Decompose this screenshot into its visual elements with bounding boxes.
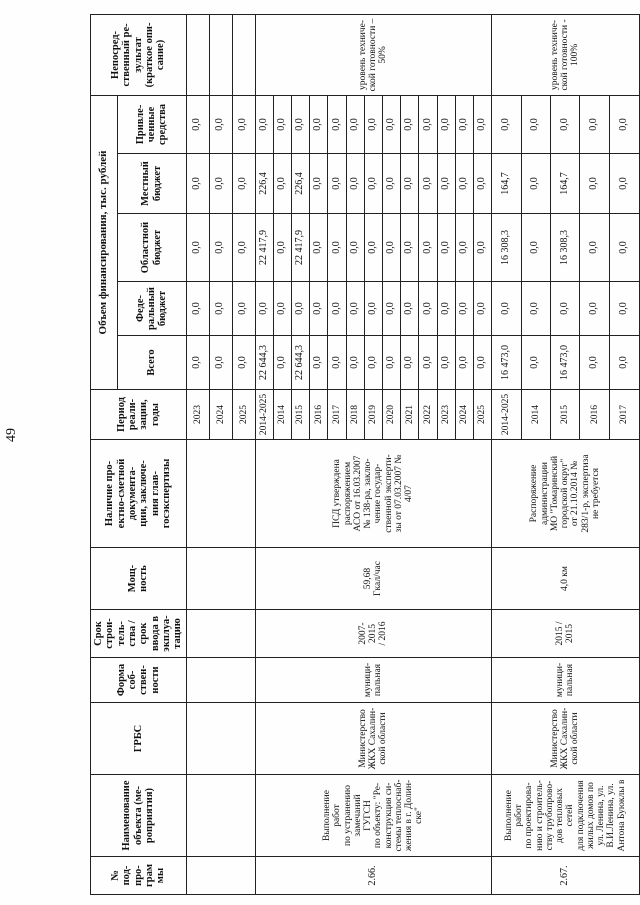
attracted-cell: 0,0: [492, 95, 521, 153]
header-total: Всего: [118, 336, 187, 390]
local-cell: 0,0: [382, 154, 400, 214]
regional-cell: 22 417,9: [255, 214, 273, 282]
total-cell: 0,0: [346, 336, 364, 390]
local-cell: 0,0: [310, 154, 328, 214]
empty-grbs-cell: [186, 703, 255, 775]
federal-cell: 0,0: [551, 282, 580, 336]
regional-cell: 0,0: [580, 214, 609, 282]
period-cell: 2014: [521, 390, 550, 440]
regional-cell: 16 308,3: [551, 214, 580, 282]
page-number: 49: [4, 428, 19, 442]
header-federal: Феде- ральный бюджет: [118, 282, 187, 336]
local-cell: 164,7: [551, 154, 580, 214]
federal-cell: 0,0: [186, 282, 209, 336]
attracted-cell: 0,0: [328, 95, 346, 153]
project-result: уровень техниче- ской готовности – 50%: [255, 14, 491, 95]
period-cell: 2021: [401, 390, 419, 440]
local-cell: 0,0: [401, 154, 419, 214]
table-row: [492, 14, 521, 894]
regional-cell: 0,0: [346, 214, 364, 282]
federal-cell: 0,0: [273, 282, 291, 336]
local-cell: 0,0: [609, 154, 639, 214]
attracted-cell: 0,0: [310, 95, 328, 153]
result-cell: [232, 14, 255, 95]
local-cell: 0,0: [473, 154, 491, 214]
local-cell: 164,7: [492, 154, 521, 214]
federal-cell: 0,0: [292, 282, 310, 336]
regional-cell: 0,0: [401, 214, 419, 282]
project-name: Выполнение работ по устранению замечаний ГУГСН по объекту: "Ре- конструкция си- стемы теплоснаб- жения в г. Долин- ске": [255, 775, 491, 857]
regional-cell: 0,0: [609, 214, 639, 282]
attracted-cell: 0,0: [473, 95, 491, 153]
project-grbs: Министерство ЖКХ Сахалин- ской области: [255, 703, 491, 775]
local-cell: 0,0: [455, 154, 473, 214]
federal-cell: 0,0: [419, 282, 437, 336]
attracted-cell: 0,0: [255, 95, 273, 153]
empty-documents-cell: [186, 440, 255, 548]
total-cell: 0,0: [310, 336, 328, 390]
attracted-cell: 0,0: [419, 95, 437, 153]
total-cell: 0,0: [364, 336, 382, 390]
period-cell: 2020: [382, 390, 400, 440]
federal-cell: 0,0: [609, 282, 639, 336]
federal-cell: 0,0: [492, 282, 521, 336]
project-result: уровень техниче- ской готовности - 100%: [492, 14, 640, 95]
local-cell: 0,0: [419, 154, 437, 214]
local-cell: 0,0: [346, 154, 364, 214]
regional-cell: 0,0: [364, 214, 382, 282]
regional-cell: 0,0: [419, 214, 437, 282]
attracted-cell: 0,0: [382, 95, 400, 153]
period-cell: 2015: [551, 390, 580, 440]
attracted-cell: 0,0: [209, 95, 232, 153]
local-cell: 0,0: [364, 154, 382, 214]
attracted-cell: 0,0: [455, 95, 473, 153]
federal-cell: 0,0: [310, 282, 328, 336]
federal-cell: 0,0: [521, 282, 550, 336]
attracted-cell: 0,0: [273, 95, 291, 153]
federal-cell: 0,0: [364, 282, 382, 336]
local-cell: 0,0: [273, 154, 291, 214]
total-cell: 0,0: [328, 336, 346, 390]
regional-cell: 0,0: [328, 214, 346, 282]
project-number: 2.66.: [255, 857, 491, 895]
project-number: 2.67.: [492, 857, 640, 895]
total-cell: 0,0: [437, 336, 455, 390]
header-period: Период реали- зации, годы: [91, 390, 187, 440]
regional-cell: 22 417,9: [292, 214, 310, 282]
regional-cell: 0,0: [232, 214, 255, 282]
regional-cell: 16 308,3: [492, 214, 521, 282]
total-cell: 22 644,3: [292, 336, 310, 390]
total-cell: 0,0: [209, 336, 232, 390]
empty-ownership-cell: [186, 658, 255, 703]
attracted-cell: 0,0: [232, 95, 255, 153]
project-capacity: 59,68 Гкал/час: [255, 548, 491, 610]
local-cell: 0,0: [521, 154, 550, 214]
header-capacity: Мощ- ность: [91, 548, 187, 610]
total-cell: 0,0: [580, 336, 609, 390]
empty-name-cell: [186, 775, 255, 857]
attracted-cell: 0,0: [580, 95, 609, 153]
regional-cell: 0,0: [473, 214, 491, 282]
total-cell: 0,0: [521, 336, 550, 390]
period-cell: 2023: [437, 390, 455, 440]
period-cell: 2023: [186, 390, 209, 440]
total-cell: 0,0: [455, 336, 473, 390]
result-cell: [209, 14, 232, 95]
total-cell: 16 473,0: [492, 336, 521, 390]
header-construction-term: Срок строи- тель- ства / срок ввода в экплуа- тацию: [91, 610, 187, 658]
period-cell: 2016: [310, 390, 328, 440]
local-cell: 0,0: [209, 154, 232, 214]
project-term: 2007-2015 / 2016: [255, 610, 491, 658]
period-cell: 2016: [580, 390, 609, 440]
federal-cell: 0,0: [455, 282, 473, 336]
period-cell: 2025: [232, 390, 255, 440]
period-cell: 2014-2025: [492, 390, 521, 440]
table-row: [255, 14, 273, 894]
total-cell: 0,0: [232, 336, 255, 390]
attracted-cell: 0,0: [401, 95, 419, 153]
total-cell: 0,0: [419, 336, 437, 390]
header-result: Непосред- ственный ре- зультат (краткое опи- сание): [91, 14, 187, 95]
project-name: Выполнение работ по проектирова- нию и строитель- ству трубопрово- дов тепловых сетей для подключения жилых домов по ул. Ленина, ул. В.И.Ленина, ул. Антона Буюклы в: [492, 775, 640, 857]
regional-cell: 0,0: [382, 214, 400, 282]
result-cell: [186, 14, 209, 95]
regional-cell: 0,0: [186, 214, 209, 282]
period-cell: 2017: [328, 390, 346, 440]
local-cell: 0,0: [437, 154, 455, 214]
project-documents: Распоряжение администрации МО "Томаринский городской округ" от 21.10.2014 № 283/1-р, экспертиза не требуется: [492, 440, 640, 548]
project-grbs: Министерство ЖКХ Сахалин- ской области: [492, 703, 640, 775]
regional-cell: 0,0: [437, 214, 455, 282]
header-documentation: Наличие про- ектно-сметной документа- ции, заключе- ния глав- госэкспертизы: [91, 440, 187, 548]
regional-cell: 0,0: [310, 214, 328, 282]
federal-cell: 0,0: [437, 282, 455, 336]
attracted-cell: 0,0: [437, 95, 455, 153]
total-cell: 22 644,3: [255, 336, 273, 390]
regional-cell: 0,0: [209, 214, 232, 282]
regional-cell: 0,0: [273, 214, 291, 282]
period-cell: 2024: [455, 390, 473, 440]
project-term: 2015 / 2015: [492, 610, 640, 658]
period-cell: 2017: [609, 390, 639, 440]
empty-number-cell: [186, 857, 255, 895]
federal-cell: 0,0: [580, 282, 609, 336]
project-documents: ПСД утверждена распоряжением АСО от 16.03.2007 № 138-ра, заклю- чение государ- ственной эксперти- зы от 07.03.2007 № 4/07: [255, 440, 491, 548]
attracted-cell: 0,0: [186, 95, 209, 153]
header-ownership: Форма соб- ствен- ности: [91, 658, 187, 703]
local-cell: 226,4: [255, 154, 273, 214]
federal-cell: 0,0: [382, 282, 400, 336]
total-cell: 0,0: [273, 336, 291, 390]
header-regional: Областной бюджет: [118, 214, 187, 282]
total-cell: 0,0: [186, 336, 209, 390]
empty-capacity-cell: [186, 548, 255, 610]
federal-cell: 0,0: [255, 282, 273, 336]
regional-cell: 0,0: [521, 214, 550, 282]
period-cell: 2022: [419, 390, 437, 440]
attracted-cell: 0,0: [292, 95, 310, 153]
local-cell: 0,0: [328, 154, 346, 214]
local-cell: 0,0: [580, 154, 609, 214]
period-cell: 2014-2025: [255, 390, 273, 440]
federal-cell: 0,0: [328, 282, 346, 336]
attracted-cell: 0,0: [346, 95, 364, 153]
total-cell: 0,0: [401, 336, 419, 390]
header-object-name: Наименование объекта (ме- роприятия): [91, 775, 187, 857]
empty-term-cell: [186, 610, 255, 658]
header-local: Местный бюджет: [118, 154, 187, 214]
local-cell: 0,0: [186, 154, 209, 214]
local-cell: 226,4: [292, 154, 310, 214]
period-cell: 2015: [292, 390, 310, 440]
total-cell: 0,0: [473, 336, 491, 390]
project-ownership: муници- пальная: [255, 658, 491, 703]
federal-cell: 0,0: [473, 282, 491, 336]
total-cell: 0,0: [609, 336, 639, 390]
attracted-cell: 0,0: [609, 95, 639, 153]
federal-cell: 0,0: [232, 282, 255, 336]
period-cell: 2018: [346, 390, 364, 440]
period-cell: 2024: [209, 390, 232, 440]
project-capacity: 4,0 км: [492, 548, 640, 610]
attracted-cell: 0,0: [521, 95, 550, 153]
period-cell: 2025: [473, 390, 491, 440]
total-cell: 16 473,0: [551, 336, 580, 390]
header-number: № под- про- грам мы: [91, 857, 187, 895]
federal-cell: 0,0: [209, 282, 232, 336]
header-funding: Объем финансирования, тыс. рублей: [91, 95, 118, 389]
header-attracted: Привле- ченные средства: [118, 95, 187, 153]
period-cell: 2019: [364, 390, 382, 440]
header-grbs: ГРБС: [91, 703, 187, 775]
project-ownership: муници- пальная: [492, 658, 640, 703]
total-cell: 0,0: [382, 336, 400, 390]
federal-cell: 0,0: [346, 282, 364, 336]
local-cell: 0,0: [232, 154, 255, 214]
rotated-budget-table: [90, 15, 630, 895]
attracted-cell: 0,0: [364, 95, 382, 153]
period-cell: 2014: [273, 390, 291, 440]
funding-table: [90, 14, 640, 895]
regional-cell: 0,0: [455, 214, 473, 282]
attracted-cell: 0,0: [551, 95, 580, 153]
federal-cell: 0,0: [401, 282, 419, 336]
table-row: [186, 14, 209, 894]
